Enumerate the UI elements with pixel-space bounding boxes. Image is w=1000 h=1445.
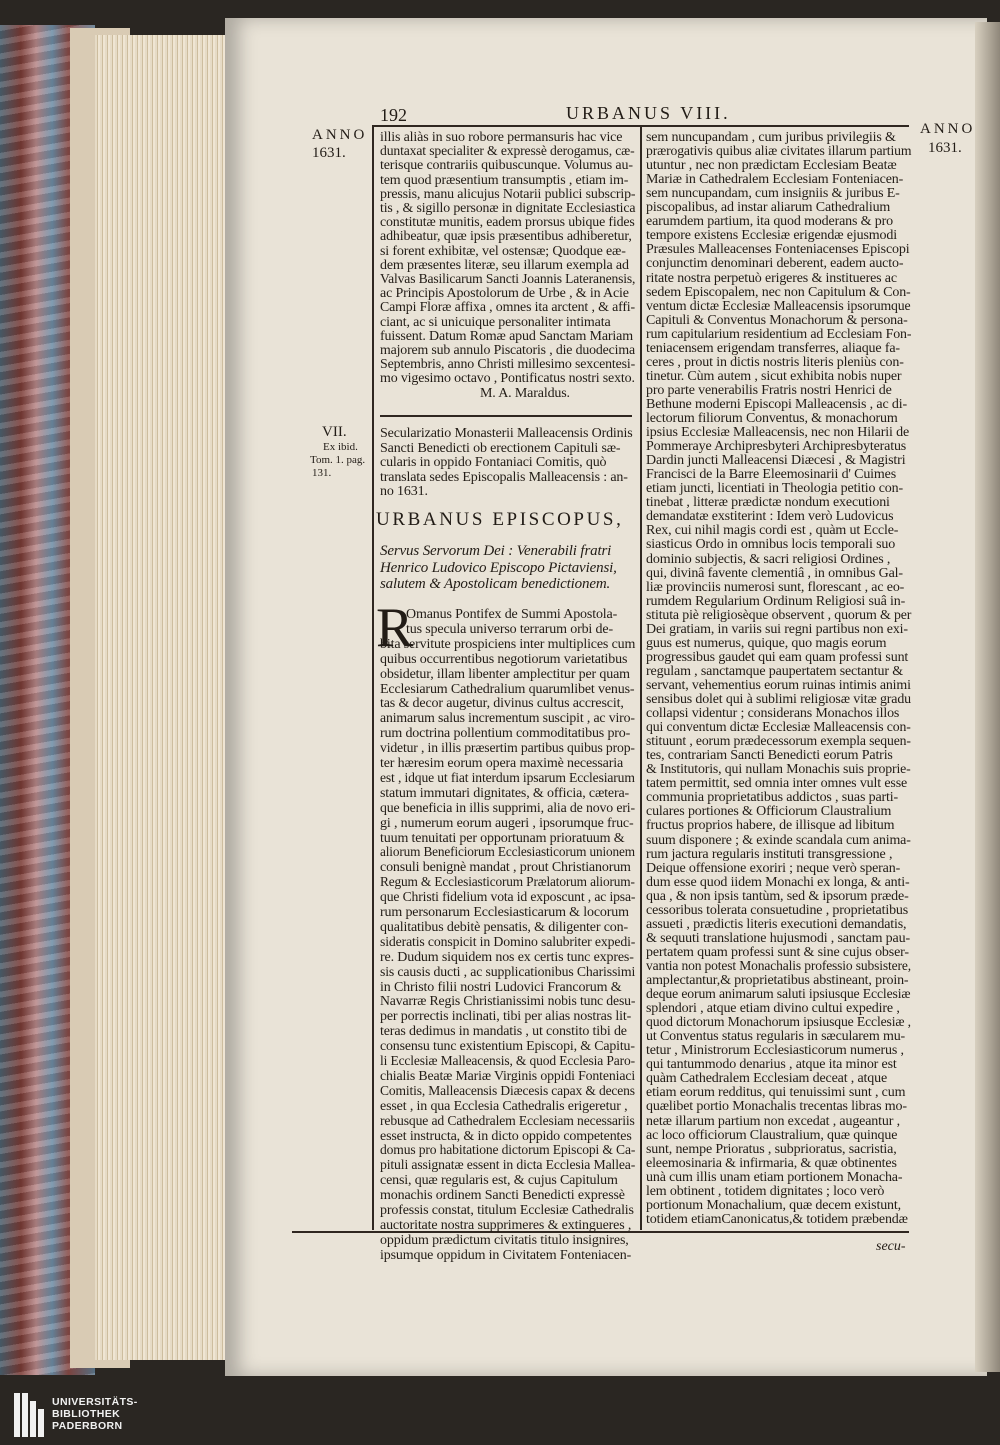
margin-note-number: VII.	[322, 424, 347, 440]
text-line: quælibet portio Monachalis trecentas libras mo-	[646, 1099, 907, 1115]
text-line: tatem permittit, sed omnia inter omnes vult esse	[646, 776, 908, 792]
library-name-line: BIBLIOTHEK	[52, 1408, 121, 1420]
text-line: tempore existens Ecclesiæ erigendæ ejusmodi	[646, 228, 897, 244]
page-edges	[95, 35, 225, 1360]
summary-line: Secularizatio Monasterii Malleacensis Ordinis	[380, 426, 633, 441]
text-line: sem nuncupandam, cum insigniis & juribus E-	[646, 186, 900, 202]
left-margin-rule	[372, 125, 374, 1230]
text-line: siasticus Ordo in omnibus locis temporali suo	[646, 537, 896, 553]
margin-year-right: 1631.	[928, 140, 962, 156]
body-line: chialis Beatæ Mariæ Virginis oppidi Fonteniaci	[380, 1068, 636, 1084]
catchword: secu-	[876, 1239, 906, 1254]
body-line: per porrectis inclinati, tibi per alias nostras lit-	[380, 1009, 632, 1025]
text-line: dominio subjectis, & sacri religiosi Ordines ,	[646, 551, 891, 567]
text-line: netæ illarum partium non excedat , augeantur ,	[646, 1113, 900, 1129]
body-line: professis constat, titulum Ecclesiæ Cathedralis	[380, 1203, 634, 1218]
text-line: quàm Cathedralem Ecclesiam deceat , atque	[646, 1071, 888, 1087]
text-line: Septembris, anno Christi millesimo sexcentesi-	[380, 357, 636, 373]
text-line: utuntur , nec non prædictam Ecclesiam Beatæ	[646, 158, 897, 174]
text-line: ac loco officiorum Claustralium, quæ quinque	[646, 1127, 898, 1143]
text-line: dum esse quod iidem Monachi ex longa, & anti-	[646, 874, 910, 890]
text-line: portionum Monachalium, quæ decem existunt,	[646, 1197, 901, 1213]
text-line: majorem sub annulo Piscatoris , die duodecima	[380, 343, 635, 358]
text-line: etiam eorum redditus, qui tenuissimi sunt , cum	[646, 1085, 906, 1101]
text-line: ventum dictæ Ecclesiæ Malleacensis ipsorumque	[646, 298, 911, 314]
text-line: Campi Floræ affixa , omnes ita arctent , & affi-	[380, 300, 636, 316]
text-line: rumdem Regularium Ordinum Religiosi suâ in-	[646, 593, 906, 609]
body-line: qualitatibus debitè pensatis, & diligenter con-	[380, 919, 628, 935]
text-line: tetur , Ministrorum Ecclesiasticorum numerus ,	[646, 1043, 904, 1059]
document-heading: URBANUS EPISCOPUS,	[376, 509, 624, 530]
drop-cap: R	[376, 597, 414, 659]
library-name-line: UNIVERSITÄTS-	[52, 1396, 138, 1408]
body-line: re. Dudum siquidem nos ex certis tunc expres-	[380, 949, 634, 965]
body-line: Omanus Pontifex de Summi Apostola-	[406, 607, 618, 622]
text-line: constitutæ munitis, eadem prorsus ubique fides	[380, 215, 635, 231]
text-line: communia proprietatibus addictos , suas parti-	[646, 790, 899, 806]
text-line: vantia non potest Monachalis professio subsistere,	[646, 958, 911, 974]
text-line: ciant, ac si unicuique personaliter intimata	[380, 314, 611, 330]
body-line: Regum & Ecclesiasticorum Prælatorum aliorum-	[380, 875, 635, 891]
text-line: splendori , atque etiam divino cultui expedire ,	[646, 1001, 900, 1017]
text-line: Deique offensione exoriri ; neque verò speran-	[646, 860, 901, 876]
text-line: tem quod præsentium transumptis , etiam im-	[380, 172, 629, 188]
body-line: auctoritate nostra supprimeres & extingueres ,	[380, 1217, 632, 1233]
body-line: quibus occurrentibus negotiorum varietatibus	[380, 651, 628, 667]
body-line: que Christi fidelium vota id exposcunt , ac ipsa-	[380, 890, 636, 906]
text-line: ceres , prout in dictis nostris literis pleniùs con-	[646, 354, 904, 370]
text-line: lectorum filiorum Conventus, & monachorum	[646, 411, 898, 426]
text-line: tinebat , litteræ prædictæ nondum executioni	[646, 495, 890, 511]
text-line: cessoribus tolerata consuetudine , proprietatibus	[646, 902, 909, 918]
body-line: tuum tenuitati per opportunam prioratuum &	[380, 830, 625, 846]
text-line: sunt, nempe Prioratus , subprioratus, sacristia,	[646, 1141, 897, 1157]
body-line: pituli assignatæ essent in dicta Ecclesia Mallea-	[380, 1158, 636, 1174]
text-line: illis aliàs in suo robore permansuris hac vice	[380, 130, 623, 145]
margin-note-page: 131.	[312, 467, 332, 479]
text-line: Mariæ in Cathedralem Ecclesiam Fonteniacen-	[646, 172, 904, 188]
text-line: etiam juncti, licentiati in Theologia petitio con-	[646, 481, 904, 497]
library-logo-icon	[14, 1393, 44, 1437]
text-line: si forent exhibitæ, vel ostensæ; Quodque eæ-	[380, 243, 626, 259]
text-line: duntaxat specialiter & expressè derogamus, cæ-	[380, 144, 635, 160]
text-line: eleemosinaria & infirmaria, & quæ obtinentes	[646, 1155, 897, 1171]
body-line: ipsumque oppidum in Civitatem Fonteniacen-	[380, 1247, 632, 1263]
body-line: li Ecclesiæ Malleacensis, & quod Ecclesia Paro-	[380, 1054, 635, 1069]
body-line: tus specula universo terrarum orbi de-	[406, 621, 613, 637]
margin-year-left: 1631.	[312, 145, 346, 161]
margin-year-label-left: ANNO	[312, 127, 368, 143]
text-line: pertatem quam professi sunt & sine cujus obser-	[646, 944, 909, 960]
margin-note-source: Ex ibid.	[323, 441, 358, 453]
library-name-line: PADERBORN	[52, 1420, 123, 1432]
body-line: censi, quæ regularis est, & cujus Capitulum	[380, 1173, 618, 1189]
body-line: Comitis, Malleacensis Diæcesis capax & decens	[380, 1083, 635, 1099]
text-line: earumdem partium, ita quod moderans & pro	[646, 214, 893, 230]
body-line: que beneficia in illis supprimi, alia de novo eri-	[380, 800, 635, 816]
body-line: consensu tunc existentium Episcopi, & Capitu-	[380, 1039, 635, 1055]
column-rule	[640, 125, 642, 1230]
running-head: URBANUS VIII.	[566, 103, 731, 123]
body-line: rebusque ad Cathedralem Ecclesiam necessariis	[380, 1113, 635, 1129]
text-line: Rex, cui nihil magis cordi est , quàm ut Eccle-	[646, 523, 899, 539]
text-line: mo vigesimo octavo , Pontificatus nostri sexto.	[380, 371, 635, 387]
text-line: regulam , sanctamque paupertatem sectantur &	[646, 663, 903, 679]
text-line: collapsi videntur ; considerans Monachos illos	[646, 706, 900, 722]
text-line: sedem Episcopalem, nec non Capitulum & Con-	[646, 284, 911, 300]
text-line: tis , & sigillo personæ in dignitate Ecclesiastica	[380, 201, 636, 216]
text-line: tinetur. Cùm autem , sicut exhibita nobis nuper	[646, 368, 902, 384]
text-line: qui, divinâ favente clementiâ , in omnibus Gal-	[646, 565, 903, 581]
body-line: consuli benignè mandat , prout Christianorum	[380, 860, 631, 876]
text-line: rum capitularium residentium ad Ecclesiam Fon-	[646, 326, 912, 342]
text-line: M. A. Maraldus.	[480, 385, 570, 401]
body-line: sideratis conspicit in Domino salubriter expedi-	[380, 934, 636, 950]
text-line: lem obtinent , totidem dignitates ; loco verò	[646, 1183, 885, 1199]
page-number: 192	[380, 105, 407, 125]
text-line: pressis, manu alicujus Notarii publici subscrip-	[380, 186, 636, 202]
text-line: pro parte venerabilis Fratris nostri Henrici de	[646, 382, 892, 398]
text-line: teniacensem erigendam transferres, aliaque fa-	[646, 340, 900, 356]
body-line: statum immutari dignitates, & officia, cætera-	[380, 785, 630, 801]
address-line: Henrico Ludovico Episcopo Pictaviensi,	[380, 559, 617, 576]
text-line: & sequuti translatione hujusmodi , sanctam pau-	[646, 930, 910, 946]
margin-year-label-right: ANNO	[920, 121, 976, 137]
text-line: fructus proprios habere, de illisque ad libitum	[646, 818, 895, 834]
summary-line: no 1631.	[380, 484, 428, 499]
text-line: Capituli & Conventus Monachorum & persona-	[646, 312, 908, 328]
body-line: esset instructa, & in dicto oppido competentes	[380, 1128, 632, 1144]
text-line: sem nuncupandam , cum juribus privilegiis &	[646, 130, 896, 145]
text-line: Francisci de la Barre Eleemosinarii d' Cuimes	[646, 467, 897, 483]
text-line: fuissent. Datum Romæ apud Sanctam Mariam	[380, 328, 633, 344]
body-line: est , idque ut fiat interdum ipsarum Ecclesiarum	[380, 770, 635, 786]
body-line: animarum salus incrementum suscipit , ac viro-	[380, 711, 635, 727]
text-line: piscopalibus, ad instar aliarum Cathedralium	[646, 200, 891, 216]
text-line: terisque contrariis quibuscunque. Volumus au-	[380, 158, 633, 174]
text-line: Bethune moderni Episcopi Malleacensis , ac di-	[646, 396, 907, 412]
text-line: Dardin juncti Malleacensi Diæcesi , & Magistri	[646, 453, 906, 469]
text-line: stituunt , eorum prædecessorum exempla sequen-	[646, 734, 911, 750]
body-line: bita servitute prospiciens inter multiplices cum	[380, 636, 636, 652]
text-line: adhibeatur, quæ ipsis præsentibus adhiberetur,	[380, 229, 632, 245]
text-line: sensibus dolet qui à sublimi religiosæ vitæ gradu	[646, 692, 911, 707]
body-line: aliorum Beneficiorum Ecclesiasticorum unionem	[380, 845, 635, 861]
margin-note-tome: Tom. 1. pag.	[310, 454, 366, 466]
library-name	[52, 1396, 138, 1432]
text-line: assueti , prædictis literis executioni demandatis,	[646, 916, 907, 932]
summary-line: translata sedes Episcopalis Malleacensis : an-	[380, 469, 628, 485]
text-line: quod dictorum Monachorum ipsiusque Ecclesiæ ,	[646, 1015, 911, 1031]
page-gutter	[975, 22, 1000, 1372]
body-line: Ecclesiarum Cathedralium quarumlibet venus-	[380, 681, 635, 697]
body-line: gi , numerum eorum augeri , ipsorumque fruc-	[380, 815, 634, 831]
body-line: sis causis ducti , ac supplicationibus Charissimi	[380, 964, 636, 980]
text-line: qui tantummodo denarius , atque ita minor est	[646, 1057, 897, 1073]
summary-line: Sancti Benedicti ob erectionem Capituli sæ-	[380, 440, 621, 456]
text-line: ipsius Ecclesiæ Malleacensis, nec non Hilarii de	[646, 425, 910, 441]
body-line: teras dedimus in mandatis , ut constito tibi de	[380, 1024, 627, 1040]
text-line: servant, vehementius eorum ruinas intimis animi	[646, 677, 911, 693]
text-line: amplectantur,& proprietatibus abstineant, proin-	[646, 973, 909, 988]
summary-line: cularis in oppido Fontaniaci Comitis, quò	[380, 455, 607, 470]
text-line: conjunctim denominari deberent, eadem aucto-	[646, 256, 904, 272]
text-line: demandatæ exstiterint : Idem verò Ludovicus	[646, 509, 894, 525]
text-line: unà cum illis unam etiam portionem Monacha-	[646, 1169, 903, 1185]
text-line: ac Principis Apostolorum de Urbe , & in Acie	[380, 286, 629, 302]
body-line: esset , in qua Ecclesia Cathedralis erigeretur ,	[380, 1098, 628, 1114]
text-line: & Institutoris, qui nullam Monachis suis proprie-	[646, 762, 911, 778]
text-line: suum disponere ; & exinde scandala cum anima-	[646, 832, 911, 848]
text-line: Dei gratiam, in variis sui regni partibus non exi-	[646, 621, 908, 637]
body-line: monachis ordinem Sancti Benedicti expressè	[380, 1188, 625, 1204]
text-line: deque eorum animarum saluti ipsiusque Ecclesiæ	[646, 987, 911, 1003]
body-line: obsidetur, illam libenter amplectitur per quam	[380, 666, 630, 682]
text-line: liæ provinciis numerosi sunt, florescant , ac eo-	[646, 579, 905, 595]
text-line: Præsules Malleacenses Fonteniacenses Episcopi	[646, 242, 910, 258]
body-line: ter hæresim eorum opera maximè necessaria	[380, 756, 624, 771]
text-line: ritate nostra perpetuò erigeres & institueres ac	[646, 270, 897, 286]
body-line: tas & decor augetur, divinus cultus accrescit,	[380, 696, 624, 712]
body-line: rum personarum Ecclesiasticarum & locorum	[380, 905, 629, 920]
text-line: qua , & non ipsis tantùm, sed & ipsorum præde-	[646, 888, 909, 904]
text-line: dem præsentes literæ, seu illarum exempla ad	[380, 257, 629, 273]
text-line: rum jactura regularis instituti transgressione ,	[646, 846, 893, 862]
body-line: oppidum prædictum civitatis titulo insignires,	[380, 1232, 629, 1248]
right-column	[646, 130, 911, 1230]
body-line: rum doctrina pollentium commoditatibus pro-	[380, 726, 631, 742]
text-line: totidem etiamCanonicatus,& totidem præbendæ	[646, 1211, 908, 1227]
body-line: Navarræ Regis Christianissimi nobis tunc desu-	[380, 994, 636, 1010]
text-line: ut Conventus status regularis in sæcularem mu-	[646, 1029, 906, 1045]
text-line: prærogativis quibus aliæ civitates illarum partium	[646, 144, 912, 160]
text-line: culares portiones & Officiorum Claustralium	[646, 804, 892, 820]
text-line: progressibus gaudet qui eam quam professi sunt	[646, 649, 909, 665]
body-line: domus pro habitatione dictorum Episcopi & Ca-	[380, 1143, 636, 1159]
text-line: stituta piè religiosèque observent , quorum & per	[646, 607, 912, 623]
text-line: tes, contrariam Sancti Benedicti eorum Patris	[646, 748, 893, 764]
text-line: Valvas Basilicarum Sancti Joannis Lateranensis,	[380, 272, 636, 287]
text-line: guus est numerus, quique, quo magis eorum	[646, 635, 887, 651]
body-line: in Christo filii nostri Ludovici Francorum &	[380, 979, 622, 995]
text-line: Pommeraye Archipresbyteri Archipresbyteratus	[646, 439, 907, 455]
address-line: Servus Servorum Dei : Venerabili fratri	[380, 543, 612, 559]
address-line: salutem & Apostolicam benedictionem.	[380, 576, 611, 592]
text-line: qui conventum dictæ Ecclesiæ Malleacensis con-	[646, 720, 911, 736]
left-column	[376, 130, 636, 1263]
body-line: videtur , in illis præsertim partibus quibus prop-	[380, 741, 635, 757]
